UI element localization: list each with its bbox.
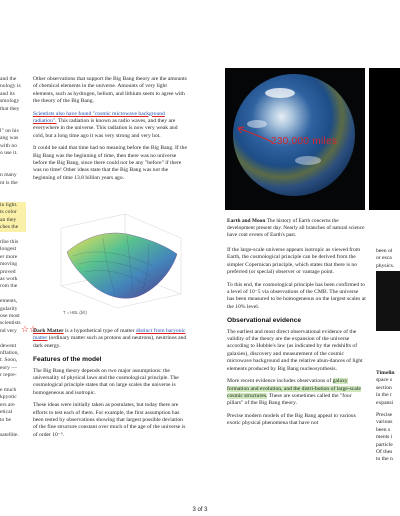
left-fragment-line <box>0 157 26 164</box>
left-fragment-line: nflation, <box>0 350 19 357</box>
left-fragment-line <box>0 187 26 194</box>
left-fragment-line <box>0 232 26 239</box>
left-fragment-line: longest <box>0 246 17 253</box>
left-fragment-line <box>0 195 26 202</box>
left-fragment-line: nd very <box>0 327 17 334</box>
timeline-fragments <box>376 370 400 464</box>
left-fragment-line: and the <box>0 76 17 82</box>
paragraph-assumptions: The Big Bang theory depends on two major assumptions: the universality of physical laws and the cosmological principle. The cosmological principle states that on large scales the universe is homogeneous and isotropic. <box>33 367 179 396</box>
left-fragment-line: o use it. <box>0 150 18 157</box>
recent-a: More recent evidence includes observations of <box>227 378 333 385</box>
paragraph-precise: Precise modern models of the Big Bang appeal to various exotic physical phenomena that have not <box>227 412 356 427</box>
paragraph-recent <box>227 378 367 408</box>
left-fragment-line: dewent <box>0 342 17 349</box>
plot-axis-label: T = HBL (b/t) <box>63 310 87 315</box>
recent-b: These are sometimes called the "four pillars" of the Big Bang theory. <box>227 392 352 407</box>
left-column-fragments <box>0 76 26 439</box>
fragment: space s <box>376 377 392 384</box>
left-fragment-line <box>0 335 26 342</box>
left-fragment-line: scientists <box>0 320 21 327</box>
page-indicator: 3 of 3 <box>192 507 208 513</box>
fragment: various <box>376 419 393 426</box>
left-fragment-line <box>0 291 26 298</box>
main-column <box>33 76 187 187</box>
left-fragment-line: moving <box>0 261 18 268</box>
cloud-shape <box>265 88 295 98</box>
paragraph-confirmed: To this end, the cosmological principle has been confirmed to a level of 10⁻5 via observations of the CMB. The universe has been measured to be homogeneous on the largest scales at the 10% level. <box>227 281 366 310</box>
left-fragment-line: r repre- <box>0 372 17 379</box>
dark-matter-mid: is a hypothetical type of matter <box>63 328 136 334</box>
fragment: ments i <box>376 434 393 441</box>
left-fragment-line: ts color <box>0 209 26 216</box>
arrow-annotation <box>236 124 276 146</box>
heading-features: Features of the model <box>33 356 102 364</box>
left-fragment-line <box>0 380 26 387</box>
left-fragment-line: l" on his <box>0 127 19 134</box>
fragment: Of thes <box>376 449 393 456</box>
fragment: been s <box>376 426 391 433</box>
left-fragment-line <box>0 113 26 120</box>
page-footer <box>0 504 400 516</box>
fragment: physics. <box>376 262 395 269</box>
red-stars-annotation: ☆☆ <box>21 324 38 334</box>
left-fragment-line: and its <box>0 90 15 97</box>
left-fragment-line: smology <box>0 98 20 105</box>
left-fragment-line: rom the <box>0 283 18 290</box>
timeline-image <box>376 271 400 331</box>
paragraph-earliest: The earliest and most direct observational evidence of the validity of the theory are the expansion of the universe according to Hubble's law (as indicated by the redshifts of galaxies), discovery and measurement of the cosmic microwave background and the relative abun-dances of light elements produced by Big Bang nucleosynthesis. <box>227 328 363 372</box>
left-fragment-line: gularity <box>0 305 18 312</box>
paragraph-time: It could be said that time had no meaning before the Big Bang. If the Big Bang was the beginning of time, then there was no universe before the Big Bang, since there could not be any "before" if there was no time! Other ideas state that the Big Bang was not the beginning of time 13.8 billion years ago. <box>33 145 187 181</box>
left-fragment-line: ose most <box>0 313 20 319</box>
left-fragment-line: eory — <box>0 364 17 371</box>
left-fragment-line: n many <box>0 172 17 179</box>
left-fragment-line <box>0 165 26 172</box>
left-fragment-line: ang was <box>0 135 19 142</box>
dark-matter-rest: (ordinary matter such as protons and neutrons), neutrinos and dark energy. <box>33 335 187 349</box>
left-fragment-line: er more <box>0 253 18 260</box>
fragment: expansi <box>376 399 394 406</box>
left-fragment-line: t. Soon, <box>0 357 18 364</box>
cmb-link[interactable]: Scientists also have found "cosmic microwave background radiation". <box>33 110 165 125</box>
dark-matter-term: Dark Matter <box>33 328 64 334</box>
fragment: section <box>376 384 392 391</box>
left-fragment-line: nology is <box>0 83 21 90</box>
left-fragment-line: ers are <box>0 401 15 408</box>
fragment: been ol <box>376 248 393 254</box>
left-fragment-line: satellite. <box>0 431 19 438</box>
far-right-fragments <box>376 248 400 270</box>
paragraph-dark-matter <box>33 328 187 350</box>
left-fragment-line: proved <box>0 268 16 275</box>
left-fragment-line: ribe this <box>0 238 19 245</box>
surface-plot <box>33 208 187 320</box>
paragraph-elements: Other observations that support the Big Bang theory are the amounts of chemical elements in the universe. Amounts of very light elements, such as hydrogen, helium, and lithium seem to agree with the theory of the Big Bang. <box>33 76 187 105</box>
left-fragment-line: in light. <box>0 202 26 209</box>
fragment: or esca <box>376 255 392 262</box>
cloud-shape <box>295 156 321 165</box>
heading-evidence: Observational evidence <box>227 317 302 325</box>
left-fragment-line: that they <box>0 105 20 112</box>
left-fragment-line: as work <box>0 275 18 282</box>
fragment: to the n <box>376 456 393 463</box>
main-column-lower <box>33 328 187 444</box>
left-fragment-line: nt is the <box>0 179 18 186</box>
fragment: in the r <box>376 392 392 399</box>
highlight-galaxy: galaxy formation and evolution, and the distri-bution of large-scale cosmic structures. <box>227 378 361 399</box>
earth-caption <box>227 218 367 239</box>
right-column <box>227 218 367 433</box>
surface <box>67 233 177 298</box>
caption-text: The history of Earth concerns the development present day. Nearly all branches of natural science have cont events of Earth's past. <box>227 218 365 238</box>
cmb-text: This radiation is known as radio waves, and they are everywhere in the universe. This radiation is now very weak and cold, but a long time ago it was very strong and very hot. <box>33 118 178 139</box>
left-fragment-line: with no <box>0 142 17 149</box>
timeline-heading: Timelin <box>376 370 395 376</box>
fragment: particle <box>376 441 393 448</box>
left-fragment-line <box>0 120 26 127</box>
paragraph-postulates: These ideas were initially taken as postulates, but today there are efforts to test each of them. For example, the first assumption has been tested by observations showing that largest possible deviation of the fine structure constant over much of the age of the universe is of order 10⁻⁵. <box>33 402 186 438</box>
left-fragment-line: ches the <box>0 224 26 231</box>
left-fragment-line: ements, <box>0 298 18 305</box>
left-fragment-line: an they <box>0 217 26 224</box>
moon-image <box>369 68 400 210</box>
left-fragment-line: to be <box>0 416 12 423</box>
paragraph-isotropic: If the large-scale universe appears isotropic as viewed from Earth, the cosmological principle can be derived from the simpler Copernican principle, which states that there is no preferred (or special) observer or vantage point. <box>227 247 361 276</box>
distance-annotation: 230,000 miles <box>271 136 338 147</box>
left-fragment-line: etical <box>0 409 13 416</box>
paragraph-cmb <box>33 111 187 141</box>
left-fragment-line: e much <box>0 387 17 394</box>
baryonic-link[interactable]: distinct from baryonic matter <box>33 328 186 342</box>
fragment: Precise <box>376 412 393 419</box>
left-fragment-line <box>0 424 26 431</box>
left-fragment-line: kpyotic <box>0 394 17 401</box>
caption-title: Earth and Moon <box>227 218 266 224</box>
